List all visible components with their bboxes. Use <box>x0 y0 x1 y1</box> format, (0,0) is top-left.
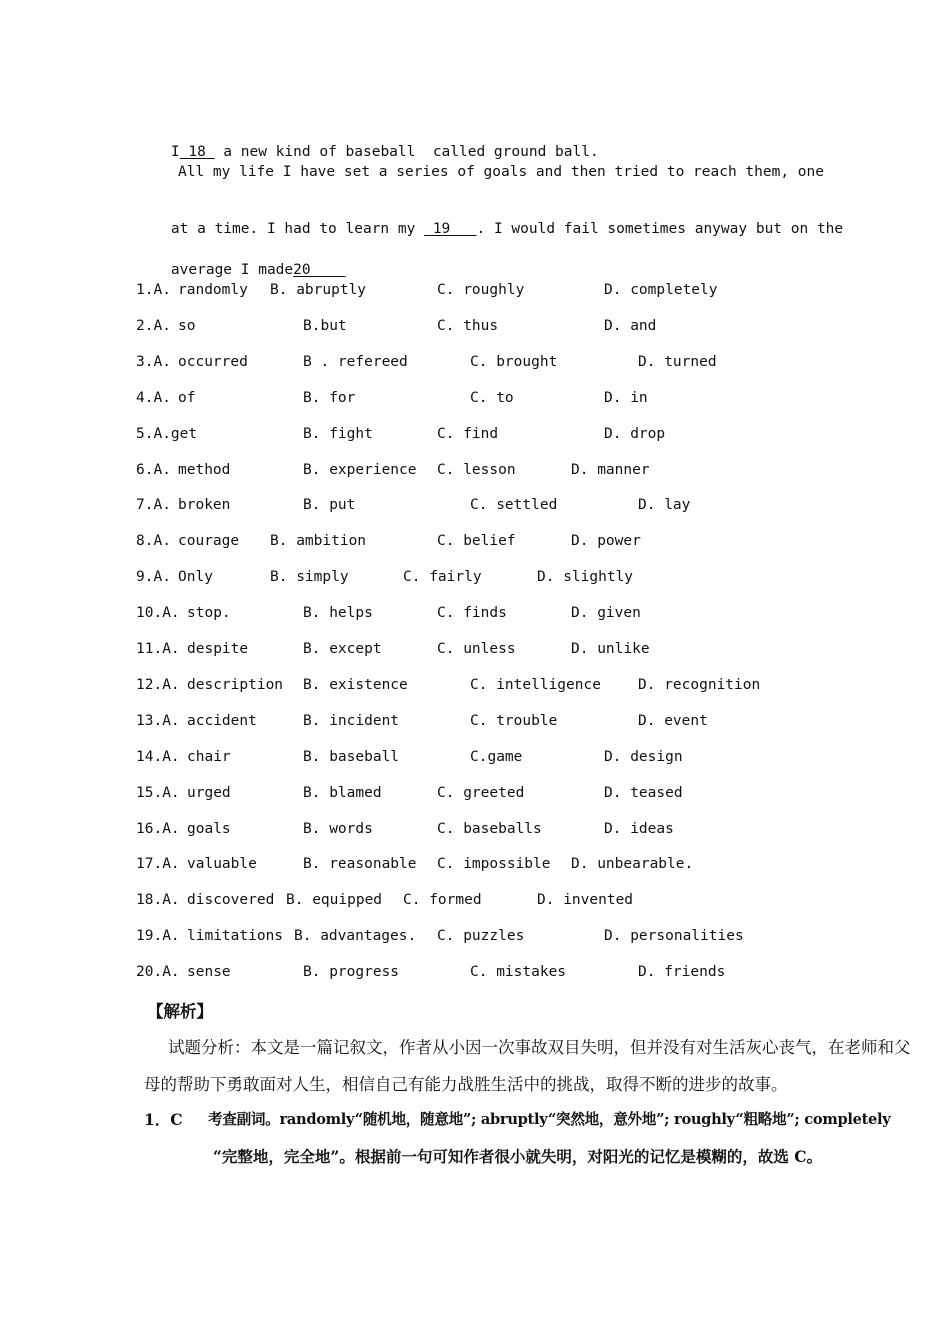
option-d: D. unbearable. <box>571 856 694 873</box>
question-row <box>0 390 950 410</box>
option-c: C. mistakes <box>470 964 567 981</box>
question-row <box>0 282 950 302</box>
question-number: 19.A. <box>136 928 180 945</box>
option-b: B.but <box>303 317 347 334</box>
question-number: 14.A. <box>136 748 180 765</box>
option-c: C. greeted <box>437 784 525 801</box>
option-a: description <box>187 676 284 693</box>
question-row <box>0 569 950 589</box>
blank-20: 20 <box>293 262 346 278</box>
option-a: occurred <box>178 353 248 370</box>
option-c: C. find <box>437 425 499 442</box>
question-row <box>0 928 950 948</box>
question-row <box>0 354 950 374</box>
option-c: C. intelligence <box>470 676 601 693</box>
option-b: B. baseball <box>303 748 400 765</box>
option-b: B. existence <box>303 676 408 693</box>
option-d: D. slightly <box>537 569 634 586</box>
question-number: 6.A. <box>136 461 171 478</box>
analysis-intro-line-2: 母的帮助下勇敢面对人生，相信自己有能力战胜生活中的挑战，取得不断的进步的故事。 <box>144 1075 788 1094</box>
option-d: D. turned <box>638 353 717 370</box>
option-d: D. ideas <box>604 820 674 837</box>
question-row <box>0 462 950 482</box>
question-row <box>0 605 950 625</box>
option-d: D. manner <box>571 461 650 478</box>
option-b: B . refereed <box>303 353 408 370</box>
option-a: randomly <box>178 282 248 298</box>
option-b: B. blamed <box>303 784 382 801</box>
option-d: D. friends <box>638 964 726 981</box>
option-c: C. fairly <box>403 569 482 586</box>
option-b: B. incident <box>303 712 400 729</box>
question-row <box>0 641 950 661</box>
option-b: B. progress <box>303 964 400 981</box>
option-a: valuable <box>187 856 257 873</box>
option-b: B. put <box>303 497 356 514</box>
option-a: accident <box>187 712 257 729</box>
answer-1-number: 1．C <box>144 1110 183 1129</box>
option-b: B. fight <box>303 425 373 442</box>
analysis-heading: 【解析】 <box>147 1002 213 1021</box>
option-a: stop. <box>187 605 231 622</box>
option-d: D. invented <box>537 892 634 909</box>
option-d: D. lay <box>638 497 691 514</box>
option-b: B. reasonable <box>303 856 417 873</box>
option-a: goals <box>187 820 231 837</box>
answer-1-explanation-line-1: 考查副词。randomly“随机地，随意地”; abruptly“突然地，意外地”; roughly“粗略地”; completely <box>208 1111 891 1128</box>
question-number: 10.A. <box>136 605 180 622</box>
question-number: 7.A. <box>136 497 171 514</box>
option-a: limitations <box>187 928 284 945</box>
option-a: urged <box>187 784 231 801</box>
option-b: B. equipped <box>286 892 383 909</box>
option-d: D. design <box>604 748 683 765</box>
question-row <box>0 892 950 912</box>
option-c: C. unless <box>437 641 516 657</box>
passage-text: a new kind of baseball called ground ball. <box>214 144 599 160</box>
option-a: courage <box>178 533 240 550</box>
option-d: D. recognition <box>638 676 761 693</box>
question-row <box>0 785 950 805</box>
option-b: B. simply <box>270 569 349 586</box>
option-a: despite <box>187 641 249 657</box>
option-d: D. teased <box>604 784 683 801</box>
option-d: D. power <box>571 533 641 550</box>
blank-19: 19 <box>424 221 477 237</box>
question-number: 18.A. <box>136 892 180 909</box>
question-number: 20.A. <box>136 964 180 981</box>
question-row <box>0 426 950 446</box>
option-b: B. for <box>303 389 356 406</box>
passage-text: . I would fail sometimes anyway but on the <box>476 221 844 237</box>
question-number: 3.A. <box>136 353 171 370</box>
question-row <box>0 713 950 733</box>
question-row <box>0 318 950 338</box>
question-number: 8.A. <box>136 533 171 550</box>
question-number: 16.A. <box>136 820 180 837</box>
option-a: sense <box>187 964 231 981</box>
option-a: broken <box>178 497 231 514</box>
question-row <box>0 964 950 984</box>
question-row <box>0 856 950 876</box>
option-a: Only <box>178 569 213 586</box>
option-b: B. experience <box>303 461 417 478</box>
answer-1-explanation-line-2: “完整地，完全地”。根据前一句可知作者很小就失明，对阳光的记忆是模糊的，故选 C。 <box>213 1147 823 1166</box>
option-c: C. baseballs <box>437 820 542 837</box>
option-c: C. thus <box>437 317 499 334</box>
option-a: of <box>178 389 196 406</box>
option-c: C. roughly <box>437 282 525 298</box>
option-c: C. finds <box>437 605 507 622</box>
passage-line-2: All my life I have set a series of goals and then tried to reach them, one <box>178 164 825 180</box>
question-number: 13.A. <box>136 712 180 729</box>
option-d: D. in <box>604 389 648 406</box>
question-row <box>0 497 950 517</box>
option-c: C. formed <box>403 892 482 909</box>
passage-text: I <box>170 144 180 160</box>
option-c: C. puzzles <box>437 928 525 945</box>
option-b: B. ambition <box>270 533 367 550</box>
option-b: B. advantages. <box>294 928 417 945</box>
option-c: C. settled <box>470 497 558 514</box>
question-number: 1.A. <box>136 282 171 298</box>
option-d: D. given <box>571 605 641 622</box>
option-c: C. impossible <box>437 856 551 873</box>
analysis-intro-line-1: 试题分析：本文是一篇记叙文，作者从小因一次事故双目失明，但并没有对生活灰心丧气，在老师和父 <box>168 1038 911 1057</box>
question-number: 2.A. <box>136 317 171 334</box>
option-c: C. lesson <box>437 461 516 478</box>
option-a: so <box>178 317 196 334</box>
option-d: D. drop <box>604 425 666 442</box>
option-d: D. personalities <box>604 928 744 945</box>
option-c: C. brought <box>470 353 558 370</box>
question-row <box>0 749 950 769</box>
option-b: B. helps <box>303 605 373 622</box>
option-b: B. except <box>303 641 382 657</box>
question-number: 4.A. <box>136 389 171 406</box>
option-d: D. completely <box>604 282 718 298</box>
option-d: D. event <box>638 712 708 729</box>
question-row <box>0 533 950 553</box>
option-b: B. words <box>303 820 373 837</box>
option-c: C. belief <box>437 533 516 550</box>
question-row <box>0 677 950 697</box>
option-d: D. and <box>604 317 657 334</box>
option-a: chair <box>187 748 231 765</box>
option-c: C.game <box>470 748 523 765</box>
question-number: 5.A.get <box>136 425 198 442</box>
passage-text: at a time. I had to learn my <box>170 221 425 237</box>
blank-18: 18 <box>179 144 215 160</box>
option-c: C. to <box>470 389 514 406</box>
passage-text: average I made <box>170 262 294 278</box>
option-a: method <box>178 461 231 478</box>
option-d: D. unlike <box>571 641 650 657</box>
question-number: 15.A. <box>136 784 180 801</box>
option-c: C. trouble <box>470 712 558 729</box>
option-b: B. abruptly <box>270 282 367 298</box>
question-number: 12.A. <box>136 676 180 693</box>
question-number: 17.A. <box>136 856 180 873</box>
question-number: 9.A. <box>136 569 171 586</box>
question-row <box>0 821 950 841</box>
question-number: 11.A. <box>136 641 180 657</box>
option-a: discovered <box>187 892 275 909</box>
